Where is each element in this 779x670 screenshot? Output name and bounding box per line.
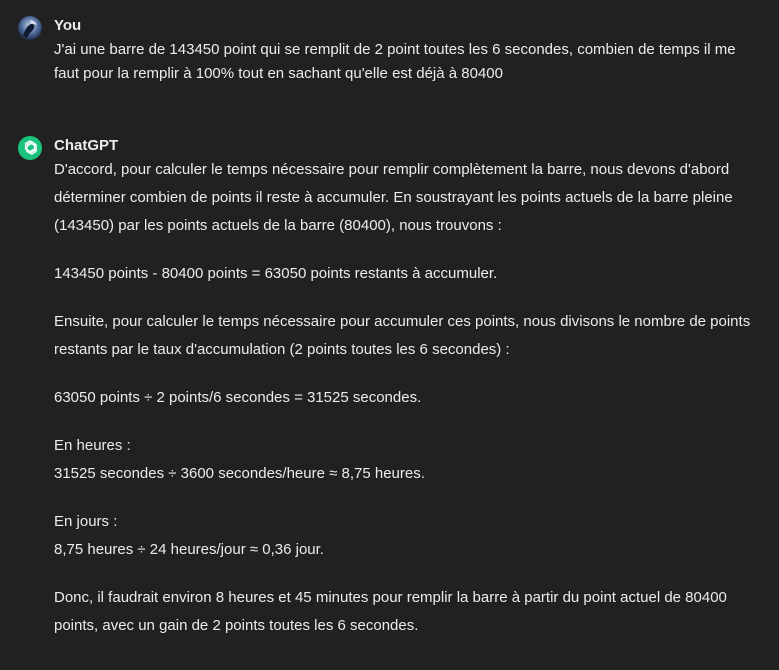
days-label: En jours : (54, 513, 118, 530)
user-author-name: You (54, 17, 82, 34)
days-calculation: 8,75 heures ÷ 24 heures/jour ≈ 0,36 jour. (54, 541, 324, 558)
openai-logo-icon (18, 136, 42, 160)
assistant-paragraph: Ensuite, pour calculer le temps nécessaire pour accumuler ces points, nous divisons le nombre de points restants par le taux d'accumulation (2 points toutes les 6 secondes) : (54, 313, 751, 358)
assistant-paragraph: 143450 points - 80400 points = 63050 points restants à accumuler. (54, 265, 498, 282)
hours-label: En heures : (54, 437, 131, 454)
assistant-paragraph: D'accord, pour calculer le temps nécessaire pour remplir complètement la barre, nous devons d'abord déterminer combien de points il reste à accumuler. En soustrayant les points actuels de la barre pleine (143450) par les points actuels de la barre (80400), nous trouvons : (54, 161, 733, 234)
assistant-message-text (54, 156, 769, 640)
days-block (54, 508, 769, 564)
hours-block (54, 432, 769, 488)
user-message-text: J'ai une barre de 143450 point qui se remplit de 2 point toutes les 6 secondes, combien de temps il me faut pour la remplir à 100% tout en sachant qu'elle est déjà à 80400 (54, 41, 736, 82)
assistant-paragraph: 63050 points ÷ 2 points/6 secondes = 31525 secondes. (54, 389, 422, 406)
assistant-paragraph: Donc, il faudrait environ 8 heures et 45 minutes pour remplir la barre à partir du point actuel de 80400 points, avec un gain de 2 points toutes les 6 secondes. (54, 589, 727, 634)
hours-calculation: 31525 secondes ÷ 3600 secondes/heure ≈ 8,75 heures. (54, 465, 425, 482)
user-message (18, 14, 769, 86)
user-avatar-icon[interactable] (18, 16, 42, 40)
assistant-author-name: ChatGPT (54, 137, 119, 154)
assistant-message (18, 134, 769, 660)
